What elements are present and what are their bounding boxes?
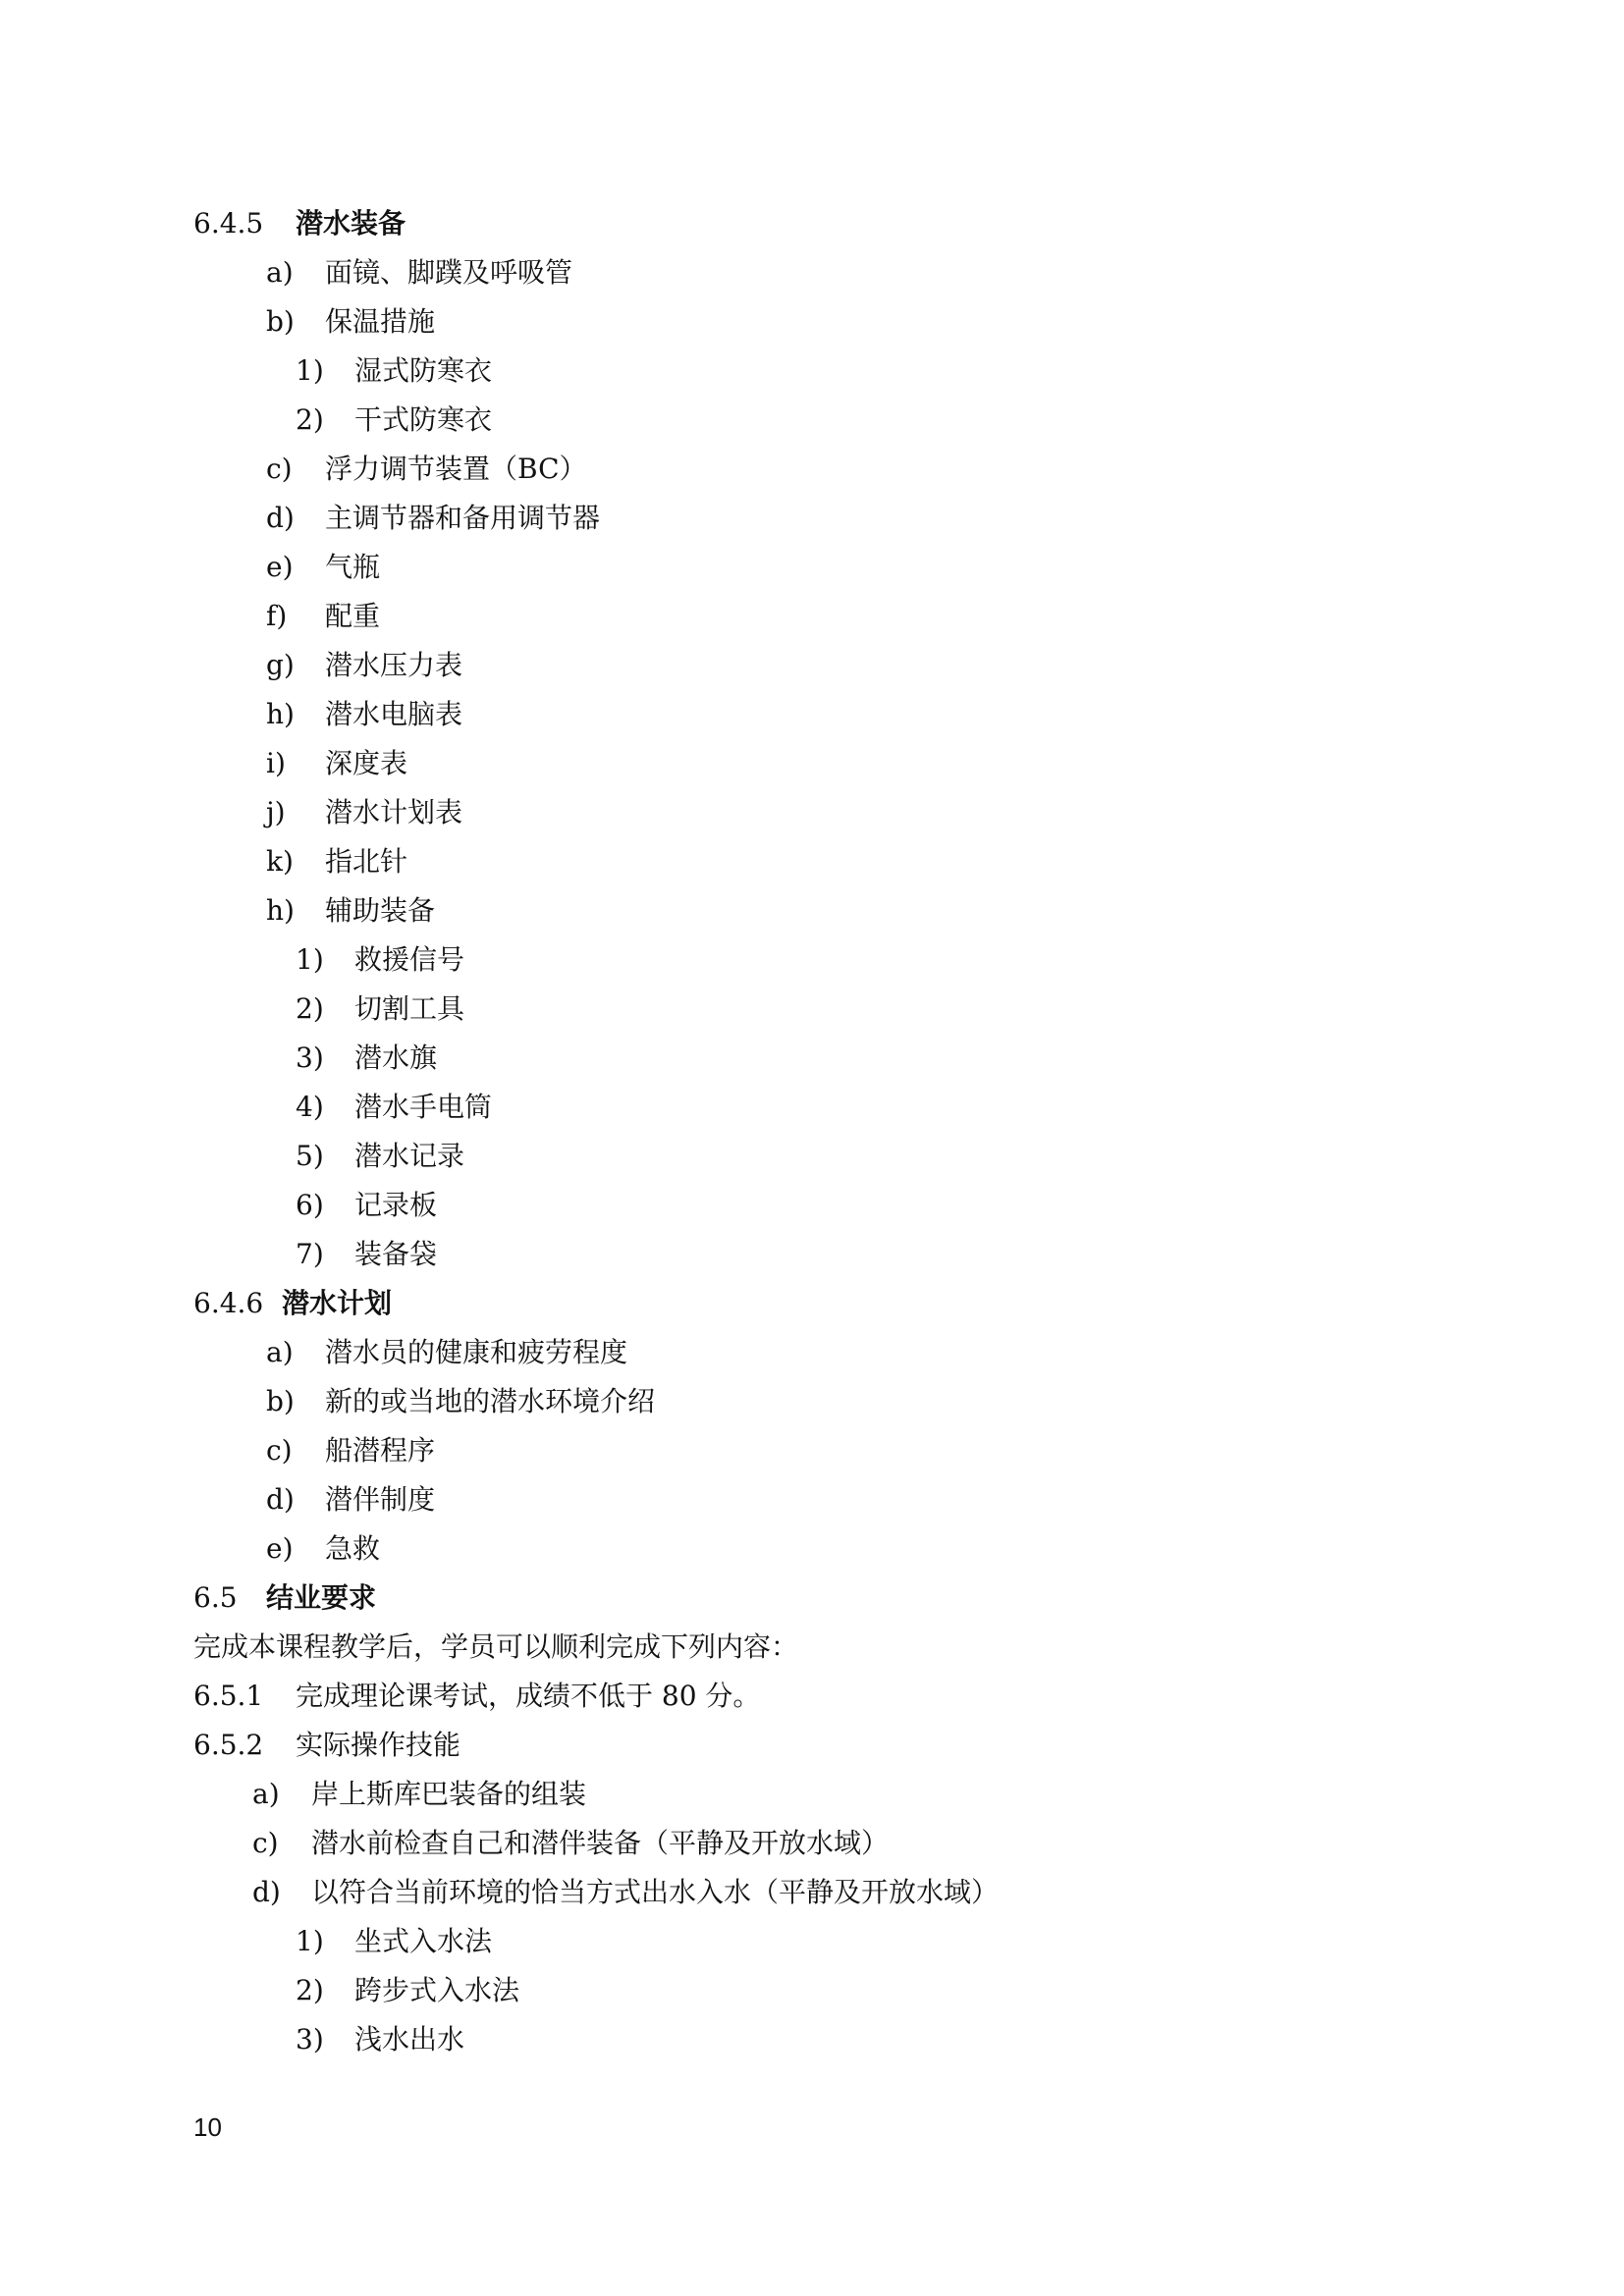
list-marker: 5) <box>296 1140 324 1172</box>
list-marker: h) <box>266 894 295 927</box>
list-marker: 2) <box>296 403 324 436</box>
list-item <box>296 1034 437 1083</box>
list-text: 湿式防寒衣 <box>354 354 493 387</box>
section-title: 潜水装备 <box>296 207 406 240</box>
page-number: 10 <box>193 2112 222 2142</box>
section-number: 6.5 <box>193 1581 238 1614</box>
list-marker: 4) <box>296 1091 324 1123</box>
list-text: 深度表 <box>325 747 408 779</box>
list-marker: 6) <box>296 1189 324 1221</box>
section-number: 6.4.5 <box>193 207 264 240</box>
subsection-number: 6.5.2 <box>193 1729 264 1761</box>
list-text: 保温措施 <box>325 305 436 338</box>
list-marker: 7) <box>296 1238 324 1270</box>
list-text: 救援信号 <box>354 943 465 976</box>
list-marker: c) <box>252 1827 279 1859</box>
list-marker: b) <box>266 1385 295 1417</box>
list-item <box>266 641 462 690</box>
list-item <box>266 739 407 788</box>
list-marker: d) <box>266 502 295 534</box>
list-marker: f) <box>266 600 288 632</box>
list-marker: a) <box>266 1336 294 1368</box>
list-text: 潜水旗 <box>354 1041 438 1074</box>
list-item <box>266 297 435 347</box>
section-number: 6.4.6 <box>193 1287 264 1319</box>
list-text: 干式防寒衣 <box>354 403 493 436</box>
list-item <box>296 935 464 985</box>
list-marker: 3) <box>296 1041 324 1074</box>
list-marker: 2) <box>296 1974 324 2006</box>
list-text: 潜水前检查自己和潜伴装备（平静及开放水域） <box>311 1827 890 1859</box>
list-item <box>296 1230 437 1279</box>
list-marker: 1) <box>296 1925 324 1957</box>
list-item <box>266 1475 435 1524</box>
list-item <box>266 1426 435 1475</box>
list-marker: g) <box>266 649 295 681</box>
list-text: 潜伴制度 <box>325 1483 436 1516</box>
list-item <box>266 543 380 592</box>
list-marker: a) <box>252 1778 280 1810</box>
list-item <box>266 788 462 837</box>
list-text: 船潜程序 <box>325 1434 436 1467</box>
list-marker: i) <box>266 747 286 779</box>
list-marker: b) <box>266 305 295 338</box>
list-text: 指北针 <box>325 845 408 878</box>
list-text: 岸上斯库巴装备的组装 <box>311 1778 587 1810</box>
list-text: 切割工具 <box>354 992 465 1025</box>
list-item <box>252 1819 889 1868</box>
list-text: 主调节器和备用调节器 <box>325 502 601 534</box>
subsection-6-5-2 <box>193 1721 460 1770</box>
list-item <box>266 445 587 494</box>
list-text: 急救 <box>325 1532 381 1565</box>
list-item <box>266 1328 627 1377</box>
list-marker: 1) <box>296 354 324 387</box>
list-text: 浮力调节装置（BC） <box>325 453 587 485</box>
list-item <box>266 494 600 543</box>
list-marker: e) <box>266 1532 294 1565</box>
list-item <box>266 592 380 641</box>
list-marker: c) <box>266 1434 293 1467</box>
list-item <box>296 1181 437 1230</box>
subsection-text: 实际操作技能 <box>296 1729 461 1761</box>
list-text: 浅水出水 <box>354 2023 465 2056</box>
section-title: 潜水计划 <box>282 1287 393 1319</box>
section-heading-6-4-6 <box>193 1279 392 1328</box>
list-text: 坐式入水法 <box>354 1925 493 1957</box>
list-marker: 1) <box>296 943 324 976</box>
list-marker: a) <box>266 256 294 289</box>
list-text: 面镜、脚蹼及呼吸管 <box>325 256 573 289</box>
list-text: 气瓶 <box>325 551 381 583</box>
list-marker: d) <box>266 1483 295 1516</box>
list-item <box>296 1917 492 1966</box>
list-item <box>266 886 435 935</box>
list-marker: h) <box>266 698 295 730</box>
list-text: 潜水计划表 <box>325 796 463 828</box>
list-marker: 2) <box>296 992 324 1025</box>
list-marker: d) <box>252 1876 281 1908</box>
list-text: 装备袋 <box>354 1238 438 1270</box>
list-text: 以符合当前环境的恰当方式出水入水（平静及开放水域） <box>311 1876 1000 1908</box>
list-item <box>266 248 572 297</box>
list-item <box>266 1524 380 1574</box>
subsection-text: 完成理论课考试，成绩不低于 80 分。 <box>296 1680 761 1712</box>
list-item <box>266 1377 655 1426</box>
subsection-number: 6.5.1 <box>193 1680 264 1712</box>
list-text: 潜水员的健康和疲劳程度 <box>325 1336 628 1368</box>
list-text: 记录板 <box>354 1189 438 1221</box>
list-item <box>266 837 407 886</box>
list-item <box>296 2015 464 2064</box>
intro-text: 完成本课程教学后，学员可以顺利完成下列内容： <box>193 1630 799 1663</box>
list-marker: k) <box>266 845 294 878</box>
list-text: 潜水记录 <box>354 1140 465 1172</box>
list-text: 跨步式入水法 <box>354 1974 520 2006</box>
list-marker: 3) <box>296 2023 324 2056</box>
section-heading-6-4-5 <box>193 199 406 248</box>
list-item <box>252 1868 999 1917</box>
section-heading-6-5 <box>193 1574 376 1623</box>
list-text: 潜水手电筒 <box>354 1091 493 1123</box>
list-marker: e) <box>266 551 294 583</box>
intro-paragraph <box>193 1623 798 1672</box>
list-item <box>296 347 492 396</box>
list-marker: c) <box>266 453 293 485</box>
list-item <box>296 1966 519 2015</box>
list-marker: j) <box>266 796 286 828</box>
list-item <box>296 985 464 1034</box>
list-item <box>252 1770 586 1819</box>
list-text: 新的或当地的潜水环境介绍 <box>325 1385 656 1417</box>
list-text: 配重 <box>325 600 381 632</box>
subsection-6-5-1 <box>193 1672 760 1721</box>
list-text: 潜水电脑表 <box>325 698 463 730</box>
list-text: 辅助装备 <box>325 894 436 927</box>
list-text: 潜水压力表 <box>325 649 463 681</box>
section-title: 结业要求 <box>266 1581 377 1614</box>
list-item <box>296 396 492 445</box>
list-item <box>266 690 462 739</box>
list-item <box>296 1083 492 1132</box>
list-item <box>296 1132 464 1181</box>
